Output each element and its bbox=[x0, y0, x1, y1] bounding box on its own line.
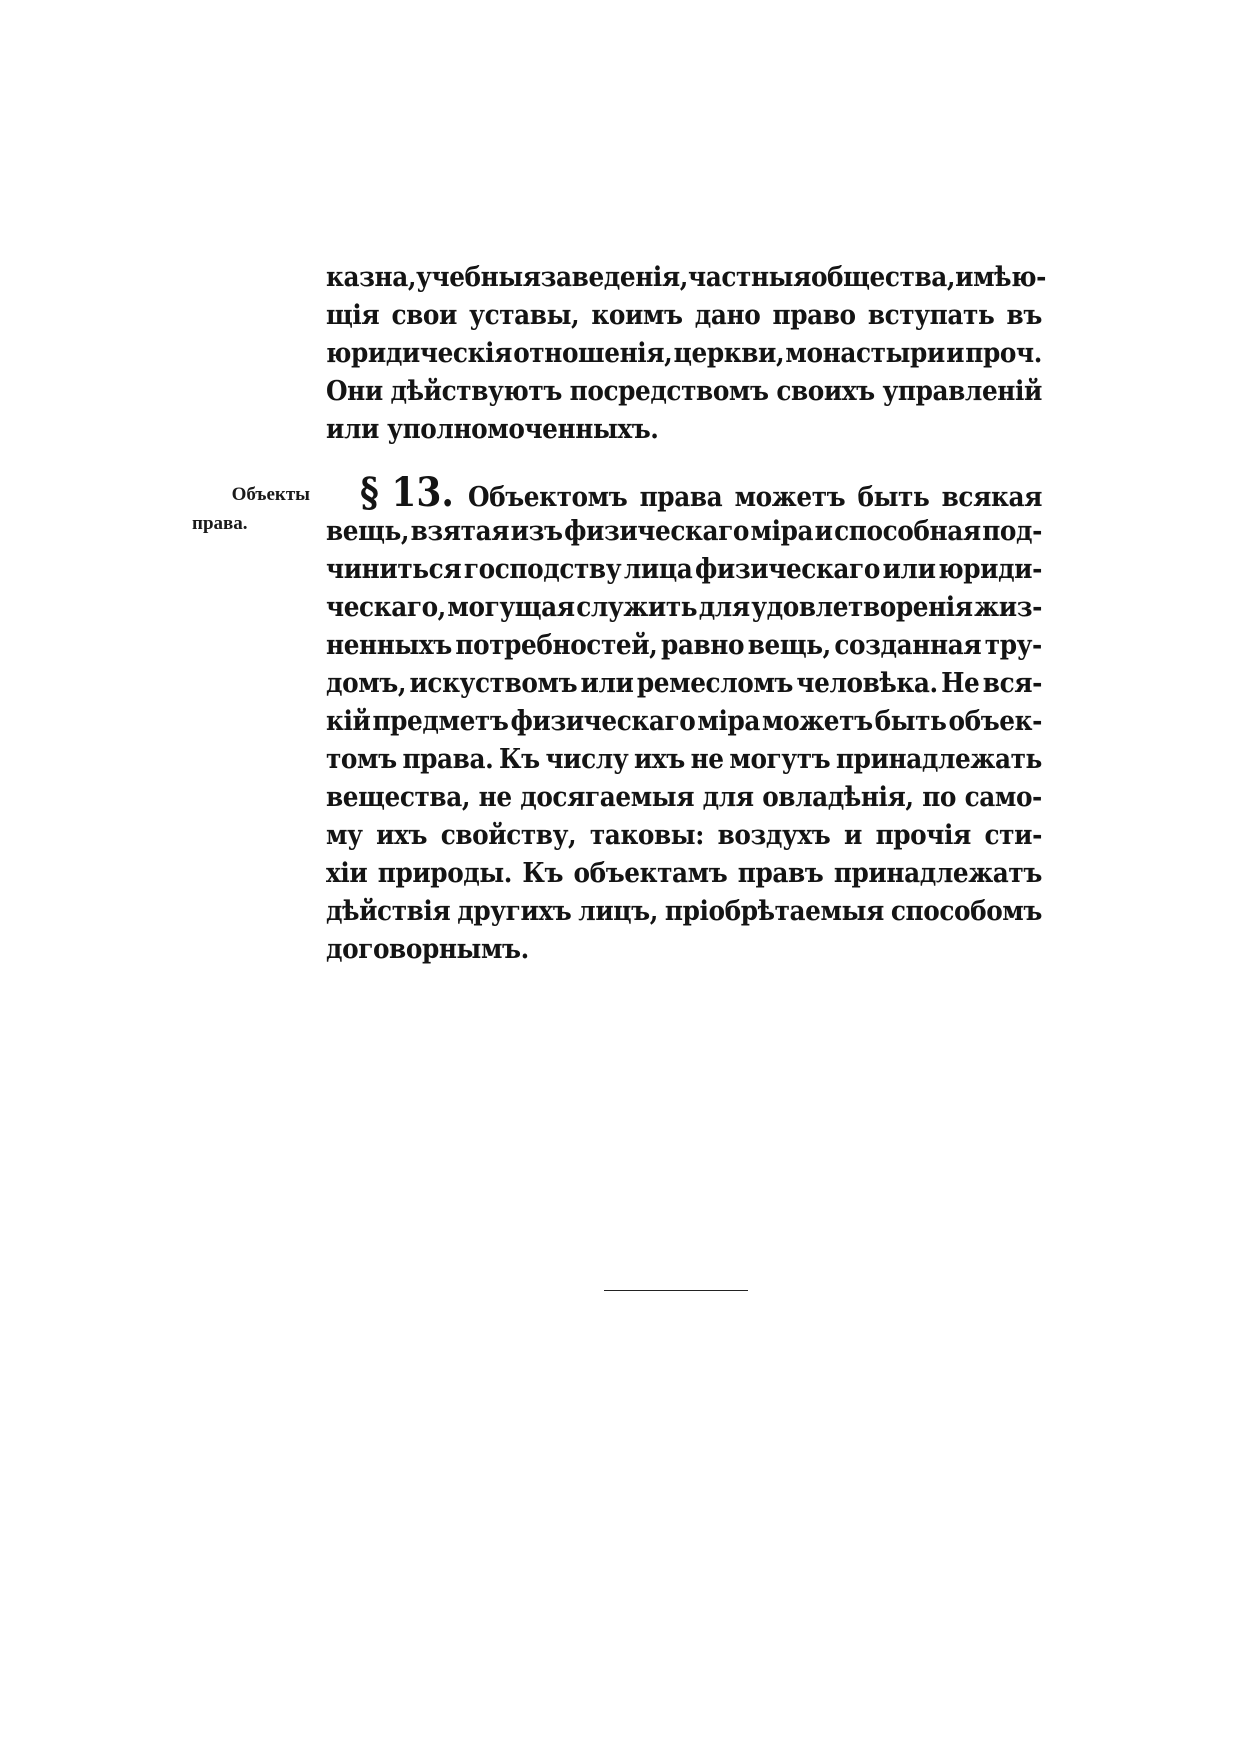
word: физическаго bbox=[695, 553, 880, 585]
top-line-1 bbox=[326, 258, 1047, 296]
section-line-10 bbox=[326, 854, 1042, 892]
word: человѣка. bbox=[796, 667, 938, 699]
section-line-9 bbox=[326, 816, 1042, 854]
section-line-6 bbox=[326, 702, 1042, 740]
word: хіи bbox=[326, 857, 368, 889]
word: имѣю- bbox=[955, 261, 1047, 293]
word: под- bbox=[982, 515, 1042, 547]
word: щія bbox=[326, 299, 380, 331]
word: таковы: bbox=[589, 819, 704, 851]
section-line-4 bbox=[326, 626, 1042, 664]
word: сти- bbox=[984, 819, 1042, 851]
word: и bbox=[843, 819, 862, 851]
word: ихъ bbox=[633, 743, 685, 775]
word: всякая bbox=[941, 481, 1042, 513]
word: юридическія bbox=[326, 337, 512, 369]
word: или bbox=[580, 667, 634, 699]
word: вещь, bbox=[326, 515, 410, 547]
section-line-12: договорнымъ. bbox=[326, 933, 529, 965]
word: объек- bbox=[948, 705, 1042, 737]
word: кій bbox=[326, 705, 371, 737]
top-line-4 bbox=[326, 372, 1042, 410]
word: физическаго bbox=[564, 515, 749, 547]
word: принадлежатъ bbox=[833, 857, 1042, 889]
word: способомъ bbox=[890, 895, 1042, 927]
word: могущая bbox=[447, 591, 575, 623]
closing-rule bbox=[604, 1290, 748, 1291]
word: Они bbox=[326, 375, 383, 407]
margin-note-line-1: Объекты bbox=[231, 484, 310, 505]
word: изъ bbox=[510, 515, 563, 547]
word: заведенія, bbox=[540, 261, 689, 293]
section-mark: § 13. bbox=[360, 469, 454, 516]
word: Къ bbox=[499, 743, 540, 775]
word: дѣйствуютъ bbox=[390, 375, 562, 407]
word: Не bbox=[941, 667, 980, 699]
word: право bbox=[772, 299, 856, 331]
word: служить bbox=[576, 591, 698, 623]
word: ихъ bbox=[376, 819, 428, 851]
word: не bbox=[690, 743, 724, 775]
word: вещества, bbox=[326, 781, 471, 813]
word: свои bbox=[391, 299, 457, 331]
word: способная bbox=[834, 515, 981, 547]
word: коимъ bbox=[591, 299, 683, 331]
word: монастыри bbox=[785, 337, 945, 369]
word: воздухъ bbox=[717, 819, 831, 851]
word: можетъ bbox=[762, 705, 873, 737]
word: можетъ bbox=[734, 481, 846, 513]
word: управленій bbox=[882, 375, 1042, 407]
word: и bbox=[814, 515, 833, 547]
word: общества, bbox=[810, 261, 956, 293]
word: права bbox=[639, 481, 723, 513]
word: другихъ bbox=[457, 895, 572, 927]
word: объектамъ bbox=[573, 857, 728, 889]
top-line-5: или уполномоченныхъ. bbox=[326, 413, 659, 445]
word: проч. bbox=[965, 337, 1042, 369]
word: дано bbox=[694, 299, 761, 331]
word: быть bbox=[874, 705, 947, 737]
word: частныя bbox=[688, 261, 811, 293]
top-line-3 bbox=[326, 334, 1042, 372]
word: прочія bbox=[875, 819, 971, 851]
word: тру- bbox=[984, 629, 1042, 661]
word: дѣйствія bbox=[326, 895, 451, 927]
word: и bbox=[946, 337, 965, 369]
word: для bbox=[702, 781, 754, 813]
word: равно bbox=[660, 629, 745, 661]
word: господству bbox=[463, 553, 622, 585]
word: вступать bbox=[867, 299, 995, 331]
word: созданная bbox=[834, 629, 982, 661]
top-line-2 bbox=[326, 296, 1042, 334]
word: своихъ bbox=[776, 375, 875, 407]
word: принадлежать bbox=[835, 743, 1042, 775]
word: потребностей, bbox=[455, 629, 658, 661]
word: посредствомъ bbox=[569, 375, 769, 407]
margin-note bbox=[186, 480, 316, 538]
section-line-3 bbox=[326, 588, 1042, 626]
section-line-2 bbox=[326, 550, 1042, 588]
word: вся- bbox=[982, 667, 1042, 699]
word: искуствомъ bbox=[409, 667, 578, 699]
word: природы. bbox=[377, 857, 512, 889]
word: могутъ bbox=[729, 743, 831, 775]
word: ческаго, bbox=[326, 591, 446, 623]
word: взятая bbox=[410, 515, 510, 547]
word: лица bbox=[623, 553, 693, 585]
section-line-7 bbox=[326, 740, 1042, 778]
word: лицъ, bbox=[578, 895, 658, 927]
word: правъ bbox=[737, 857, 824, 889]
word: ненныхъ bbox=[326, 629, 452, 661]
section-line-8 bbox=[326, 778, 1042, 816]
word: Къ bbox=[522, 857, 564, 889]
word: жиз- bbox=[974, 591, 1042, 623]
word: по bbox=[922, 781, 957, 813]
word: міра bbox=[697, 705, 760, 737]
section-first-line-text bbox=[468, 478, 1042, 516]
word: или bbox=[882, 553, 936, 585]
word: ремесломъ bbox=[636, 667, 794, 699]
word: физическаго bbox=[510, 705, 696, 737]
section-line-11 bbox=[326, 892, 1042, 930]
word: чиниться bbox=[326, 553, 462, 585]
word: вещь, bbox=[747, 629, 831, 661]
word: овладѣнія, bbox=[762, 781, 914, 813]
word: для bbox=[698, 591, 750, 623]
word: отношенія, bbox=[513, 337, 673, 369]
word: казна, bbox=[326, 261, 417, 293]
word: права. bbox=[402, 743, 494, 775]
word: удовлетворенія bbox=[751, 591, 973, 623]
word: само- bbox=[964, 781, 1042, 813]
margin-note-line-2: права. bbox=[192, 513, 248, 534]
section-line-5 bbox=[326, 664, 1042, 702]
section-line-1 bbox=[326, 512, 1042, 550]
word: не bbox=[478, 781, 512, 813]
word: церкви, bbox=[673, 337, 785, 369]
word: му bbox=[326, 819, 363, 851]
word: числу bbox=[545, 743, 629, 775]
word: предметъ bbox=[372, 705, 509, 737]
word: міра bbox=[750, 515, 814, 547]
word: томъ bbox=[326, 743, 397, 775]
word: досягаемыя bbox=[520, 781, 695, 813]
word: домъ, bbox=[326, 667, 407, 699]
word: Объектомъ bbox=[467, 481, 628, 513]
word: юриди- bbox=[938, 553, 1042, 585]
word: учебныя bbox=[416, 261, 541, 293]
word: пріобрѣтаемыя bbox=[664, 895, 884, 927]
section-first-line bbox=[360, 469, 1042, 516]
word: уставы, bbox=[469, 299, 580, 331]
word: быть bbox=[857, 481, 930, 513]
word: въ bbox=[1006, 299, 1042, 331]
word: свойству, bbox=[440, 819, 577, 851]
